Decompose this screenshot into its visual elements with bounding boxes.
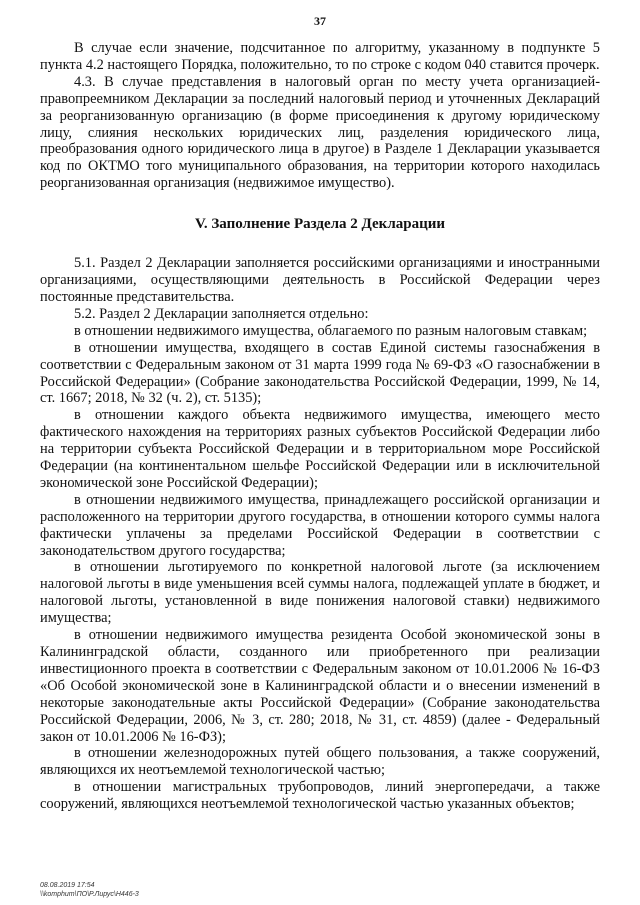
list-item: в отношении льготируемого по конкретной налоговой льготе (за исключением налоговой льготы в виде уменьшения всей суммы налога, подлежащей уплате в бюджет, и налоговой льготы, установленной в виде понижения налоговой ставки) недвижимого имущества;	[40, 559, 600, 627]
list-item: в отношении каждого объекта недвижимого имущества, имеющего место фактического нахождения на территориях разных субъектов Российской Федерации либо на территории субъекта Российской Федерации и в территориальном море Российской Федерации (на континентальном шельфе Российской Федерации или в исключительной экономической зоне Российской Федерации);	[40, 407, 600, 491]
list-item: в отношении железнодорожных путей общего пользования, а также сооружений, являющихся их неотъемлемой технологической частью;	[40, 745, 600, 779]
list-item: в отношении недвижимого имущества, принадлежащего российской организации и расположенного на территории другого государства, в отношении которого суммы налога фактически уплачены за пределами Российской Федерации в соответствии с законодательством другого государства;	[40, 491, 600, 559]
footer-file-path: \\komphum\ПО\Р.Лирус\Н446-3	[40, 890, 139, 898]
footer-timestamp: 08.08.2019 17:54	[40, 882, 95, 889]
list-item: в отношении недвижимого имущества, облагаемого по разным налоговым ставкам;	[74, 322, 588, 339]
paragraph: 5.1. Раздел 2 Декларации заполняется российскими организациями и иностранными организациями, осуществляющими деятельность в Российской Федерации через постоянные представительства.	[40, 255, 600, 305]
page-number: 37	[314, 14, 326, 28]
document-body	[40, 40, 600, 813]
list-item: в отношении недвижимого имущества резидента Особой экономической зоны в Калининградской области, созданного или приобретенного при реализации инвестиционного проекта в соответствии с Федеральным законом от 10.01.2006 № 16-ФЗ «Об Особой экономической зоне в Калининградской области и о внесении изменений в некоторые законодательные акты Российской Федерации» (Собрание законодательства Российской Федерации, 2006, № 3, ст. 280; 2018, № 31, ст. 4859) (далее - Федеральный закон от 10.01.2006 № 16-ФЗ);	[40, 627, 600, 745]
footer-stamp	[40, 882, 139, 899]
paragraph: 5.2. Раздел 2 Декларации заполняется отдельно:	[74, 305, 369, 322]
paragraph: 4.3. В случае представления в налоговый орган по месту учета организацией-правопреемником Декларации за последний налоговый период и уточненных Деклараций за реорганизованную организацию (в форме присоединения к другому юридическому лицу, слияния нескольких юридических лиц, разделения юридического лица, преобразования одного юридического лица в другое) в Разделе 1 Декларации указывается код по ОКТМО того муниципального образования, на территории которого находилась реорганизованная организация (недвижимое имущество).	[40, 73, 600, 192]
paragraph: В случае если значение, подсчитанное по алгоритму, указанному в подпункте 5 пункта 4.2 настоящего Порядка, положительно, то по строке с кодом 040 ставится прочерк.	[40, 40, 600, 73]
section-heading: V. Заполнение Раздела 2 Декларации	[194, 216, 446, 233]
list-item: в отношении имущества, входящего в состав Единой системы газоснабжения в соответствии с Федеральным законом от 31 марта 1999 года № 69-ФЗ «О газоснабжении в Российской Федерации» (Собрание законодательства Российской Федерации, 1999, № 14, ст. 1667; 2018, № 32 (ч. 2), ст. 5135);	[40, 339, 600, 407]
list-item: в отношении магистральных трубопроводов, линий энергопередачи, а также сооружений, являющихся неотъемлемой технологической частью указанных объектов;	[40, 779, 600, 813]
